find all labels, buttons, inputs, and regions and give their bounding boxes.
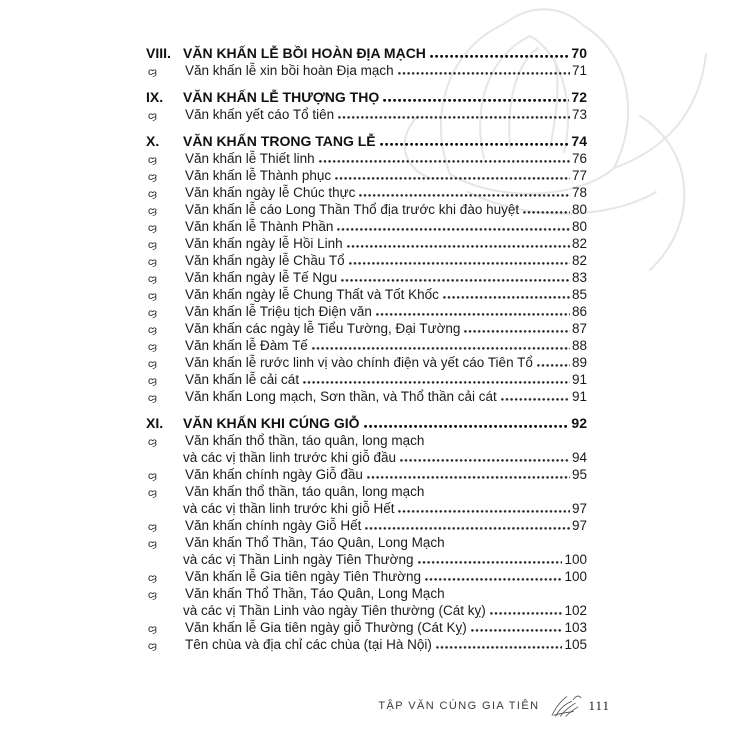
toc-item-continuation-row <box>146 500 587 517</box>
toc-item-page-number: 86 <box>571 304 587 319</box>
section-page-number: 74 <box>571 133 587 149</box>
dot-leader <box>471 629 563 632</box>
toc-item-row <box>146 466 587 483</box>
toc-item-text: Văn khấn lễ Thành Phần <box>185 219 334 234</box>
dot-leader <box>335 177 570 180</box>
toc-item-page-number: 73 <box>571 107 587 122</box>
toc-item-page-number: 100 <box>564 552 587 567</box>
ornament-bullet-icon: cȝ <box>148 538 156 550</box>
toc-item-row <box>146 585 587 602</box>
ornament-bullet-icon: cȝ <box>148 589 156 601</box>
dot-leader <box>338 116 570 119</box>
toc-item-row <box>146 483 587 500</box>
ornament-bullet-icon: cȝ <box>148 341 156 353</box>
toc-item-page-number: 76 <box>571 151 587 166</box>
toc-item-text: Văn khấn chính ngày Giỗ Hết <box>185 518 362 533</box>
toc-item-row <box>146 320 587 337</box>
section-numeral: IX. <box>146 89 164 105</box>
footer-page-number: 111 <box>588 698 610 713</box>
dot-leader <box>464 330 570 333</box>
dot-leader <box>376 313 570 316</box>
toc-item-row <box>146 218 587 235</box>
dot-leader <box>425 578 562 581</box>
ornament-bullet-icon: cȝ <box>148 171 156 183</box>
section-title: VĂN KHẤN LỄ BỒI HOÀN ĐỊA MẠCH <box>183 45 426 61</box>
footer <box>378 693 610 719</box>
ink-lotus-sketch-icon <box>548 693 582 719</box>
section-title: VĂN KHẤN LỄ THƯỢNG THỌ <box>183 89 380 105</box>
toc-item-page-number: 91 <box>571 372 587 387</box>
ornament-bullet-icon: cȝ <box>148 436 156 448</box>
toc-item-continuation-row <box>146 449 587 466</box>
toc-item-page-number: 85 <box>571 287 587 302</box>
ornament-bullet-icon: cȝ <box>148 392 156 404</box>
toc-item-page-number: 94 <box>571 450 587 465</box>
ornament-bullet-icon: cȝ <box>148 623 156 635</box>
toc-item-page-number: 91 <box>571 389 587 404</box>
toc-item-continuation-row <box>146 551 587 568</box>
toc-item-page-number: 78 <box>571 185 587 200</box>
toc-item-page-number: 71 <box>571 63 587 78</box>
dot-leader <box>430 55 570 58</box>
toc-item-text: Văn khấn các ngày lễ Tiểu Tường, Đại Tường <box>185 321 461 336</box>
ornament-bullet-icon: cȝ <box>148 222 156 234</box>
section-numeral: X. <box>146 133 160 149</box>
ornament-bullet-icon: cȝ <box>148 290 156 302</box>
toc-item-page-number: 105 <box>564 637 587 652</box>
toc-section <box>146 45 587 79</box>
toc-item-row <box>146 337 587 354</box>
section-title: VĂN KHẤN KHI CÚNG GIỖ <box>183 415 360 431</box>
toc-item-text-line2: và các vị Thần Linh vào ngày Tiên thường (Cát kỵ) <box>183 603 486 618</box>
section-heading-row <box>146 133 587 150</box>
section-page-number: 92 <box>571 415 587 431</box>
section-numeral: VIII. <box>146 45 171 61</box>
toc-item-row <box>146 636 587 653</box>
dot-leader <box>303 381 570 384</box>
ornament-bullet-icon: cȝ <box>148 521 156 533</box>
dot-leader <box>523 211 570 214</box>
toc-item-text: Văn khấn thổ thần, táo quân, long mạch <box>185 484 425 499</box>
section-heading-row <box>146 45 587 62</box>
toc-item-row <box>146 106 587 123</box>
dot-leader <box>501 398 570 401</box>
toc-item-text: Văn khấn ngày lễ Tế Ngu <box>185 270 338 285</box>
toc-item-row <box>146 269 587 286</box>
ornament-bullet-icon: cȝ <box>148 154 156 166</box>
toc-item-row <box>146 184 587 201</box>
dot-leader <box>398 72 570 75</box>
toc-item-page-number: 103 <box>564 620 587 635</box>
toc-item-text: Văn khấn Thổ Thần, Táo Quân, Long Mạch <box>185 535 445 550</box>
ornament-bullet-icon: cȝ <box>148 324 156 336</box>
toc-item-row <box>146 303 587 320</box>
ornament-bullet-icon: cȝ <box>148 487 156 499</box>
dot-leader <box>365 527 570 530</box>
toc-item-text: Văn khấn ngày lễ Chung Thất và Tốt Khốc <box>185 287 439 302</box>
dot-leader <box>400 459 570 462</box>
toc-section <box>146 133 587 405</box>
toc-item-page-number: 89 <box>571 355 587 370</box>
toc-item-text: Văn khấn ngày lễ Chúc thực <box>185 185 356 200</box>
toc-item-row <box>146 619 587 636</box>
toc-item-text: Văn khấn lễ Gia tiên ngày giỗ Thường (Cát Kỵ) <box>185 620 467 635</box>
dot-leader <box>537 364 570 367</box>
toc-item-text: Văn khấn lễ Thiết linh <box>185 151 315 166</box>
toc-item-row <box>146 201 587 218</box>
table-of-contents <box>146 45 587 653</box>
ornament-bullet-icon: cȝ <box>148 307 156 319</box>
toc-item-text: Văn khấn lễ Đàm Tế <box>185 338 308 353</box>
toc-item-page-number: 100 <box>564 569 587 584</box>
toc-item-page-number: 88 <box>571 338 587 353</box>
toc-item-text-line2: và các vị thần linh trước khi giỗ Hết <box>183 501 395 516</box>
toc-item-page-number: 82 <box>571 253 587 268</box>
toc-item-text: Văn khấn lễ Gia tiên ngày Tiên Thường <box>185 569 422 584</box>
toc-item-page-number: 97 <box>571 518 587 533</box>
dot-leader <box>312 347 570 350</box>
toc-item-page-number: 102 <box>564 603 587 618</box>
dot-leader <box>319 160 570 163</box>
toc-item-text: Văn khấn Long mạch, Sơn thần, và Thổ thần cải cát <box>185 389 497 404</box>
ornament-bullet-icon: cȝ <box>148 640 156 652</box>
toc-item-page-number: 97 <box>571 501 587 516</box>
toc-item-text: Văn khấn ngày lễ Hồi Linh <box>185 236 343 251</box>
toc-item-row <box>146 167 587 184</box>
section-page-number: 70 <box>571 45 587 61</box>
toc-item-text: Văn khấn lễ cáo Long Thần Thổ địa trước khi đào huyệt <box>185 202 520 217</box>
toc-item-text: Văn khấn lễ cải cát <box>185 372 300 387</box>
toc-section <box>146 415 587 653</box>
toc-item-continuation-row <box>146 602 587 619</box>
toc-item-text: Văn khấn lễ rước linh vị vào chính điện và yết cáo Tiên Tổ <box>185 355 533 370</box>
toc-item-text: Văn khấn yết cáo Tổ tiên <box>185 107 335 122</box>
toc-item-row <box>146 517 587 534</box>
toc-item-text-line2: và các vị thần linh trước khi giỗ đầu <box>183 450 396 465</box>
dot-leader <box>443 296 570 299</box>
dot-leader <box>341 279 570 282</box>
toc-item-row <box>146 354 587 371</box>
toc-item-text: Văn khấn lễ xin bồi hoàn Địa mạch <box>185 63 394 78</box>
dot-leader <box>436 646 563 649</box>
ornament-bullet-icon: cȝ <box>148 66 156 78</box>
toc-item-row <box>146 252 587 269</box>
toc-item-row <box>146 568 587 585</box>
section-numeral: XI. <box>146 415 164 431</box>
toc-item-page-number: 95 <box>571 467 587 482</box>
toc-item-row <box>146 371 587 388</box>
ornament-bullet-icon: cȝ <box>148 470 156 482</box>
dot-leader <box>364 425 570 428</box>
toc-item-page-number: 77 <box>571 168 587 183</box>
toc-item-text: Văn khấn lễ Triệu tịch Điện văn <box>185 304 372 319</box>
toc-item-text: Văn khấn ngày lễ Chầu Tổ <box>185 253 345 268</box>
toc-item-text: Tên chùa và địa chỉ các chùa (tại Hà Nội) <box>185 637 432 652</box>
dot-leader <box>349 262 570 265</box>
section-heading-row <box>146 89 587 106</box>
ornament-bullet-icon: cȝ <box>148 273 156 285</box>
toc-item-row <box>146 432 587 449</box>
toc-item-row <box>146 286 587 303</box>
toc-item-row <box>146 150 587 167</box>
ornament-bullet-icon: cȝ <box>148 375 156 387</box>
section-page-number: 72 <box>571 89 587 105</box>
dot-leader <box>337 228 570 231</box>
dot-leader <box>490 612 563 615</box>
toc-item-row <box>146 62 587 79</box>
toc-item-page-number: 82 <box>571 236 587 251</box>
toc-item-text: Văn khấn Thổ Thần, Táo Quân, Long Mạch <box>185 586 445 601</box>
dot-leader <box>359 194 570 197</box>
toc-section <box>146 89 587 123</box>
section-title: VĂN KHẤN TRONG TANG LỄ <box>183 133 376 149</box>
footer-book-title: TẬP VĂN CÚNG GIA TIÊN <box>378 700 540 712</box>
ornament-bullet-icon: cȝ <box>148 188 156 200</box>
ornament-bullet-icon: cȝ <box>148 572 156 584</box>
toc-item-page-number: 83 <box>571 270 587 285</box>
dot-leader <box>418 561 563 564</box>
dot-leader <box>398 510 569 513</box>
ornament-bullet-icon: cȝ <box>148 239 156 251</box>
toc-item-row <box>146 235 587 252</box>
toc-item-page-number: 80 <box>571 219 587 234</box>
ornament-bullet-icon: cȝ <box>148 110 156 122</box>
section-heading-row <box>146 415 587 432</box>
toc-item-page-number: 80 <box>571 202 587 217</box>
ornament-bullet-icon: cȝ <box>148 205 156 217</box>
toc-item-row <box>146 534 587 551</box>
dot-leader <box>383 99 569 102</box>
toc-item-text: Văn khấn chính ngày Giỗ đầu <box>185 467 363 482</box>
dot-leader <box>367 476 570 479</box>
toc-item-page-number: 87 <box>571 321 587 336</box>
toc-item-text-line2: và các vị Thần Linh ngày Tiên Thường <box>183 552 414 567</box>
ornament-bullet-icon: cȝ <box>148 256 156 268</box>
ornament-bullet-icon: cȝ <box>148 358 156 370</box>
toc-item-row <box>146 388 587 405</box>
dot-leader <box>347 245 570 248</box>
toc-item-text: Văn khấn lễ Thành phục <box>185 168 332 183</box>
toc-item-text: Văn khấn thổ thần, táo quân, long mạch <box>185 433 425 448</box>
dot-leader <box>380 143 570 146</box>
